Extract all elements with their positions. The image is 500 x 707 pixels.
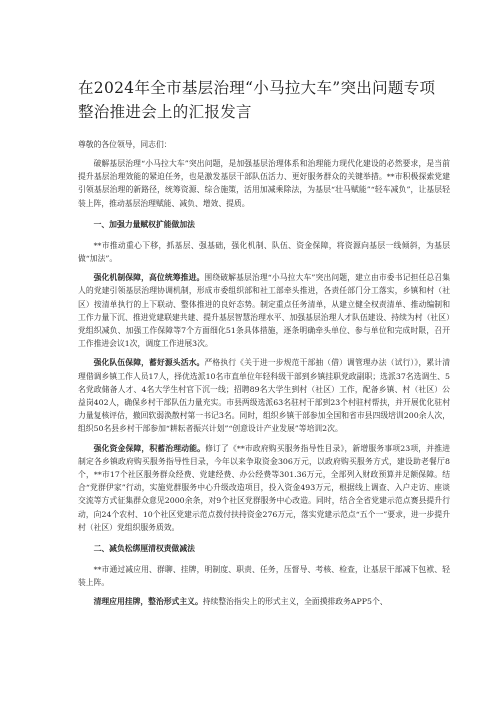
section2-intro: **市通过减应用、群聊、挂牌，明制度、职责、任务，压督导、考核、检查，让基层干部减下包袱、轻装上阵。 <box>78 565 450 588</box>
paragraph-body: 修订了《**市政府购买服务指导性目录》，新增服务事项23项，并推进制定各乡镇政府购买服务指导性目录，今年以来争取资金306万元，以政府购买服务方式，建设助老餐厅8个，**市17个社区服务群众经费、党建经费、办公经费等301.36万元，全部列入财政预算并足额保障。结合“党群伊家”行动，实施党群服务中心升级改造项目，投入资金493万元，根据线上调查、入户走访、座谈交流等方式征集群众意见2000余条，对9个社区党群服务中心改造。同时，结合全省党建示范点赛县提升行动，向24个农村、10个社区党建示范点拨付扶持资金276万元，落实党建示范点“五个一”要求，进一步提升村（社区）党组织服务质效。 <box>78 443 450 532</box>
section-heading-1: 一、加强力量赋权扩能做加法 <box>93 219 195 229</box>
document-title: 在2024年全市基层治理“小马拉大车”突出问题专项整治推进会上的汇报发言 <box>78 79 436 121</box>
section2-paragraph-1 <box>78 595 450 608</box>
paragraph-body: 严格执行《关于进一步规范干部抽（借）调管理办法（试行）》，累计清理借调乡镇工作人员17人，择优选派10名市直单位年轻科级干部到乡镇挂职党政副职；选派37名选调生、5名党政储备人才、4名大学生村官下沉一线；招聘89名大学生到村（社区）工作，配备乡镇、村（社区）公益岗402人，确保乡村干部队伍力量充实。市县两级选派63名驻村干部到23个村驻村帮扶，并开展优化驻村力量复核评估，撤回软弱涣散村第一书记3名。同时，组织乡镇干部参加全国和省市县四级培训200余人次，组织50名县乡村干部参加“耕耘者振兴计划”“创意设计产业发展”等培训2次。 <box>78 358 451 434</box>
section1-paragraph-1 <box>78 271 450 350</box>
section-heading-2: 二、减负松绑厘清权责做减法 <box>93 544 195 554</box>
paragraph-lead: 强化机制保障，高位统筹推进。 <box>93 273 205 283</box>
paragraph-body: 持续整治指尖上的形式主义，全面摸排政务APP5个、 <box>202 597 388 607</box>
section1-paragraph-3 <box>78 442 450 534</box>
intro-paragraph: 破解基层治理“小马拉大车”突出问题，是加强基层治理体系和治理能力现代化建设的必然要求，是当前提升基层治理效能的紧迫任务，也是激发基层干部队伍活力、更好服务群众的关键举措。**市积极探索党建引领基层治理的新路径，统筹资源、综合施策，活用加减乘除法，为基层“壮马赋能”“轻车减负”，让基层轻装上阵，推动基层治理赋能、减负、增效、提质。 <box>78 159 450 208</box>
paragraph-lead: 强化队伍保障，蓄好源头活水。 <box>93 358 205 368</box>
paragraph-lead: 强化资金保障，积蓄治理动能。 <box>93 443 206 453</box>
salutation: 尊敬的各位领导，同志们： <box>78 140 172 149</box>
paragraph-body: 围绕破解基层治理“小马拉大车”突出问题，建立由市委书记担任总召集人的党建引领基层治理协调机制，形成市委组织部和社工部牵头推进，各责任部门分工落实，乡镇和村（社区）按清单执行的上下联动、整体推进的良好态势。制定重点任务清单，从建立健全权责清单、推动编制和工作力量下沉、推进党建联建共建、提升基层智慧治理水平、加强基层治理人才队伍建设、持续为村（社区）党组织减负、加强工作保障等7个方面细化51条具体措施，逐条明确牵头单位、参与单位和完成时限，召开工作推进会议1次，调度工作进展3次。 <box>78 273 450 349</box>
paragraph-lead: 清理应用挂牌，整治形式主义。 <box>93 597 203 607</box>
section1-intro: **市推动重心下移，抓基层、强基础，强化机制、队伍、资金保障，将资源向基层一线倾斜，为基层做“加法”。 <box>78 240 450 264</box>
section1-paragraph-2 <box>78 356 450 435</box>
